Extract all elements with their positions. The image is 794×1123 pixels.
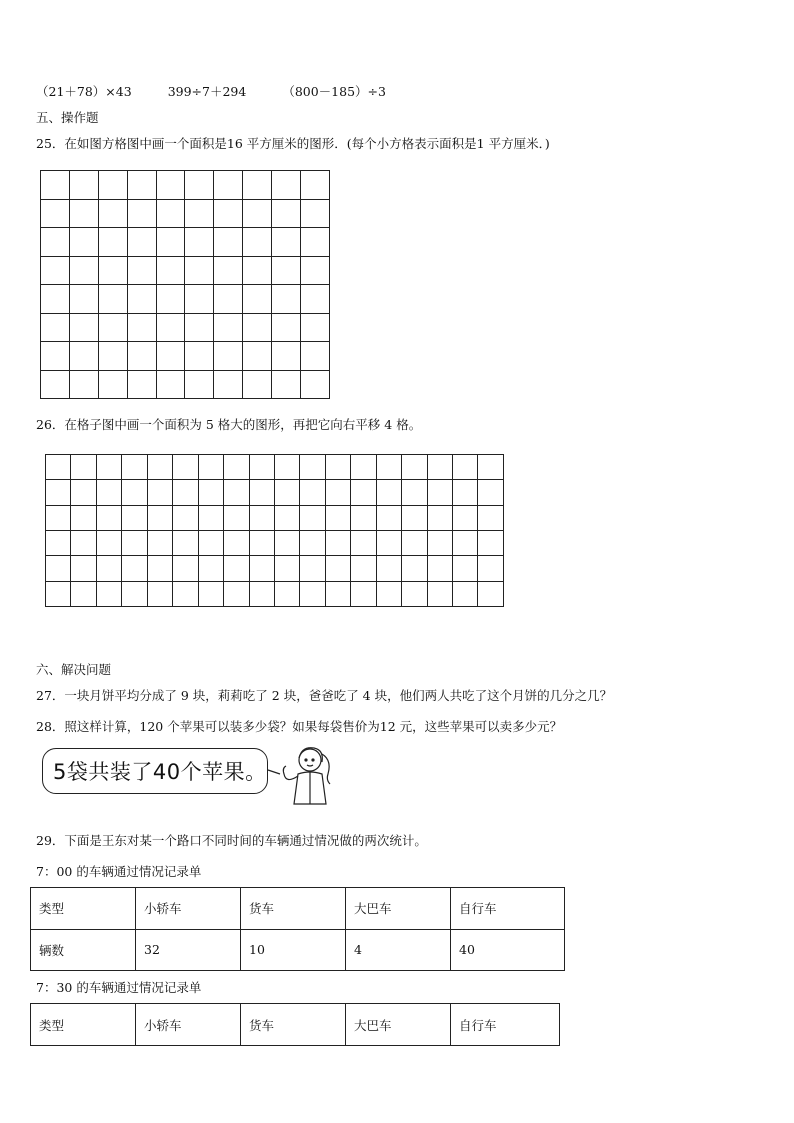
grid-cell[interactable] bbox=[224, 505, 249, 530]
table-cell: 类型 bbox=[31, 888, 136, 930]
grid-cell[interactable] bbox=[156, 285, 185, 314]
grid-row bbox=[46, 455, 504, 480]
grid-cell[interactable] bbox=[376, 530, 401, 555]
table-cell: 32 bbox=[136, 929, 241, 971]
grid-cell[interactable] bbox=[122, 556, 147, 581]
grid-row bbox=[46, 556, 504, 581]
table-cell: 货车 bbox=[241, 1004, 346, 1046]
grid-cell[interactable] bbox=[185, 228, 214, 257]
grid-cell[interactable] bbox=[156, 228, 185, 257]
grid-cell[interactable] bbox=[46, 530, 71, 555]
grid-row bbox=[41, 256, 330, 285]
grid-cell[interactable] bbox=[71, 505, 96, 530]
grid-cell[interactable] bbox=[351, 581, 376, 606]
expression-3: （800－185）÷3 bbox=[282, 84, 386, 99]
table-cell: 10 bbox=[241, 929, 346, 971]
grid-cell[interactable] bbox=[402, 455, 427, 480]
grid-cell[interactable] bbox=[69, 313, 98, 342]
grid-cell[interactable] bbox=[98, 199, 127, 228]
grid-cell[interactable] bbox=[300, 505, 325, 530]
grid-cell[interactable] bbox=[301, 171, 330, 200]
grid-cell[interactable] bbox=[198, 556, 223, 581]
grid-cell[interactable] bbox=[173, 530, 198, 555]
grid-cell[interactable] bbox=[249, 556, 274, 581]
girl-illustration-icon bbox=[262, 744, 342, 806]
grid-cell[interactable] bbox=[41, 285, 70, 314]
grid-cell[interactable] bbox=[325, 556, 350, 581]
grid-cell[interactable] bbox=[127, 342, 156, 371]
grid-cell[interactable] bbox=[301, 370, 330, 399]
table-cell: 小轿车 bbox=[136, 888, 241, 930]
grid-cell[interactable] bbox=[127, 171, 156, 200]
calc-expressions bbox=[36, 84, 418, 100]
grid-cell[interactable] bbox=[272, 171, 301, 200]
grid-cell[interactable] bbox=[478, 455, 504, 480]
grid-cell[interactable] bbox=[376, 581, 401, 606]
grid-cell[interactable] bbox=[173, 455, 198, 480]
grid-cell[interactable] bbox=[98, 256, 127, 285]
grid-cell[interactable] bbox=[185, 313, 214, 342]
section-5-title: 五、操作题 bbox=[36, 110, 99, 125]
grid-cell[interactable] bbox=[249, 581, 274, 606]
grid-cell[interactable] bbox=[214, 370, 243, 399]
grid-cell[interactable] bbox=[147, 556, 172, 581]
grid-cell[interactable] bbox=[122, 455, 147, 480]
grid-cell[interactable] bbox=[147, 480, 172, 505]
grid-cell[interactable] bbox=[41, 313, 70, 342]
grid-cell[interactable] bbox=[127, 285, 156, 314]
table-row bbox=[31, 888, 565, 930]
grid-cell[interactable] bbox=[351, 480, 376, 505]
table2-title: 7：30 的车辆通过情况记录单 bbox=[36, 980, 202, 995]
table-row bbox=[31, 1004, 560, 1046]
grid-cell[interactable] bbox=[325, 581, 350, 606]
grid-cell[interactable] bbox=[402, 480, 427, 505]
grid-cell[interactable] bbox=[478, 505, 504, 530]
grid-cell[interactable] bbox=[69, 370, 98, 399]
grid-cell[interactable] bbox=[147, 505, 172, 530]
grid-cell[interactable] bbox=[122, 505, 147, 530]
table-row bbox=[31, 929, 565, 971]
record-table-0730 bbox=[30, 1003, 560, 1046]
grid-cell[interactable] bbox=[98, 228, 127, 257]
grid-cell[interactable] bbox=[96, 530, 121, 555]
grid-cell[interactable] bbox=[243, 285, 272, 314]
grid-cell[interactable] bbox=[300, 480, 325, 505]
grid-cell[interactable] bbox=[41, 342, 70, 371]
grid-cell[interactable] bbox=[69, 228, 98, 257]
grid-cell[interactable] bbox=[224, 556, 249, 581]
grid-cell[interactable] bbox=[325, 480, 350, 505]
grid-cell[interactable] bbox=[173, 581, 198, 606]
grid-cell[interactable] bbox=[351, 530, 376, 555]
grid-cell[interactable] bbox=[243, 342, 272, 371]
grid-cell[interactable] bbox=[351, 505, 376, 530]
grid-cell[interactable] bbox=[46, 505, 71, 530]
grid-cell[interactable] bbox=[301, 313, 330, 342]
grid-cell[interactable] bbox=[147, 581, 172, 606]
grid-cell[interactable] bbox=[41, 370, 70, 399]
grid-cell[interactable] bbox=[185, 256, 214, 285]
grid-cell[interactable] bbox=[300, 556, 325, 581]
grid-row bbox=[46, 530, 504, 555]
section-6-title: 六、解决问题 bbox=[36, 662, 112, 677]
grid-cell[interactable] bbox=[185, 370, 214, 399]
grid-cell[interactable] bbox=[173, 556, 198, 581]
grid-cell[interactable] bbox=[243, 313, 272, 342]
grid-cell[interactable] bbox=[272, 342, 301, 371]
grid-cell[interactable] bbox=[301, 342, 330, 371]
grid-cell[interactable] bbox=[427, 505, 452, 530]
grid-row bbox=[46, 480, 504, 505]
grid-cell[interactable] bbox=[198, 581, 223, 606]
grid-cell[interactable] bbox=[98, 171, 127, 200]
grid-cell[interactable] bbox=[351, 455, 376, 480]
grid-cell[interactable] bbox=[214, 171, 243, 200]
grid-cell[interactable] bbox=[69, 285, 98, 314]
grid-cell[interactable] bbox=[274, 455, 299, 480]
grid-cell[interactable] bbox=[427, 530, 452, 555]
expression-1: （21＋78）×43 bbox=[36, 84, 132, 99]
grid-cell[interactable] bbox=[301, 285, 330, 314]
question-26: 26．在格子图中画一个面积为 5 格大的图形，再把它向右平移 4 格。 bbox=[36, 417, 422, 432]
grid-cell[interactable] bbox=[478, 480, 504, 505]
grid-cell[interactable] bbox=[402, 505, 427, 530]
grid-cell[interactable] bbox=[127, 370, 156, 399]
grid-cell[interactable] bbox=[71, 455, 96, 480]
grid-cell[interactable] bbox=[185, 285, 214, 314]
grid-row bbox=[41, 199, 330, 228]
grid-cell[interactable] bbox=[198, 505, 223, 530]
grid-cell[interactable] bbox=[272, 199, 301, 228]
table-cell: 大巴车 bbox=[346, 888, 451, 930]
grid-cell[interactable] bbox=[214, 199, 243, 228]
grid-cell[interactable] bbox=[96, 581, 121, 606]
grid-cell[interactable] bbox=[376, 556, 401, 581]
speech-bubble: 5袋共装了40个苹果。 bbox=[42, 748, 268, 794]
square-grid-26[interactable] bbox=[45, 454, 504, 607]
grid-cell[interactable] bbox=[98, 342, 127, 371]
table-cell: 大巴车 bbox=[346, 1004, 451, 1046]
grid-cell[interactable] bbox=[249, 505, 274, 530]
grid-cell[interactable] bbox=[147, 530, 172, 555]
grid-cell[interactable] bbox=[427, 480, 452, 505]
grid-cell[interactable] bbox=[214, 342, 243, 371]
grid-cell[interactable] bbox=[46, 556, 71, 581]
grid-cell[interactable] bbox=[156, 256, 185, 285]
grid-cell[interactable] bbox=[224, 480, 249, 505]
grid-cell[interactable] bbox=[41, 228, 70, 257]
grid-cell[interactable] bbox=[249, 480, 274, 505]
grid-row bbox=[46, 505, 504, 530]
grid-cell[interactable] bbox=[173, 480, 198, 505]
question-28: 28．照这样计算，120 个苹果可以装多少袋？如果每袋售价为12 元，这些苹果可以卖多少元？ bbox=[36, 719, 563, 734]
table-cell: 4 bbox=[346, 929, 451, 971]
grid-cell[interactable] bbox=[96, 455, 121, 480]
expression-2: 399÷7＋294 bbox=[167, 84, 247, 99]
grid-cell[interactable] bbox=[325, 530, 350, 555]
grid-cell[interactable] bbox=[224, 530, 249, 555]
grid-cell[interactable] bbox=[127, 256, 156, 285]
grid-cell[interactable] bbox=[301, 256, 330, 285]
grid-cell[interactable] bbox=[376, 505, 401, 530]
grid-cell[interactable] bbox=[272, 256, 301, 285]
grid-cell[interactable] bbox=[69, 256, 98, 285]
grid-cell[interactable] bbox=[274, 530, 299, 555]
grid-cell[interactable] bbox=[156, 199, 185, 228]
grid-cell[interactable] bbox=[300, 581, 325, 606]
grid-cell[interactable] bbox=[71, 480, 96, 505]
grid-row bbox=[41, 171, 330, 200]
grid-cell[interactable] bbox=[224, 455, 249, 480]
grid-cell[interactable] bbox=[198, 530, 223, 555]
grid-cell[interactable] bbox=[96, 505, 121, 530]
grid-cell[interactable] bbox=[272, 285, 301, 314]
grid-cell[interactable] bbox=[69, 342, 98, 371]
grid-cell[interactable] bbox=[214, 285, 243, 314]
table-cell: 类型 bbox=[31, 1004, 136, 1046]
grid-cell[interactable] bbox=[69, 199, 98, 228]
grid-cell[interactable] bbox=[325, 505, 350, 530]
grid-cell[interactable] bbox=[224, 581, 249, 606]
record-table-0700 bbox=[30, 887, 565, 971]
grid-cell[interactable] bbox=[214, 228, 243, 257]
question-25: 25．在如图方格图中画一个面积是16 平方厘米的图形．(每个小方格表示面积是1 平方厘米．) bbox=[36, 136, 550, 151]
grid-cell[interactable] bbox=[71, 530, 96, 555]
grid-cell[interactable] bbox=[96, 556, 121, 581]
grid-cell[interactable] bbox=[376, 480, 401, 505]
grid-cell[interactable] bbox=[427, 455, 452, 480]
grid-cell[interactable] bbox=[300, 455, 325, 480]
grid-cell[interactable] bbox=[453, 556, 478, 581]
grid-cell[interactable] bbox=[69, 171, 98, 200]
grid-cell[interactable] bbox=[156, 342, 185, 371]
grid-cell[interactable] bbox=[46, 480, 71, 505]
grid-cell[interactable] bbox=[214, 313, 243, 342]
grid-cell[interactable] bbox=[46, 581, 71, 606]
grid-row bbox=[41, 313, 330, 342]
grid-cell[interactable] bbox=[453, 505, 478, 530]
grid-cell[interactable] bbox=[351, 556, 376, 581]
grid-cell[interactable] bbox=[46, 455, 71, 480]
question-29: 29．下面是王东对某一个路口不同时间的车辆通过情况做的两次统计。 bbox=[36, 833, 427, 848]
grid-cell[interactable] bbox=[402, 530, 427, 555]
grid-cell[interactable] bbox=[41, 199, 70, 228]
grid-cell[interactable] bbox=[127, 199, 156, 228]
grid-cell[interactable] bbox=[147, 455, 172, 480]
square-grid-25[interactable] bbox=[40, 170, 330, 399]
grid-cell[interactable] bbox=[122, 480, 147, 505]
grid-cell[interactable] bbox=[185, 199, 214, 228]
grid-cell[interactable] bbox=[325, 455, 350, 480]
grid-cell[interactable] bbox=[453, 480, 478, 505]
table-cell: 自行车 bbox=[451, 888, 565, 930]
table-cell: 小轿车 bbox=[136, 1004, 241, 1046]
grid-cell[interactable] bbox=[274, 556, 299, 581]
grid-cell[interactable] bbox=[41, 171, 70, 200]
grid-cell[interactable] bbox=[198, 455, 223, 480]
grid-cell[interactable] bbox=[376, 455, 401, 480]
grid-row bbox=[41, 285, 330, 314]
grid-cell[interactable] bbox=[214, 256, 243, 285]
grid-cell[interactable] bbox=[98, 313, 127, 342]
grid-cell[interactable] bbox=[301, 228, 330, 257]
grid-cell[interactable] bbox=[96, 480, 121, 505]
grid-row bbox=[41, 342, 330, 371]
grid-cell[interactable] bbox=[127, 313, 156, 342]
grid-cell[interactable] bbox=[478, 530, 504, 555]
grid-cell[interactable] bbox=[71, 556, 96, 581]
grid-cell[interactable] bbox=[402, 581, 427, 606]
grid-cell[interactable] bbox=[156, 370, 185, 399]
grid-cell[interactable] bbox=[478, 556, 504, 581]
grid-row bbox=[41, 370, 330, 399]
grid-cell[interactable] bbox=[198, 480, 223, 505]
grid-row bbox=[46, 581, 504, 606]
grid-cell[interactable] bbox=[243, 370, 272, 399]
grid-cell[interactable] bbox=[122, 530, 147, 555]
grid-cell[interactable] bbox=[272, 370, 301, 399]
grid-cell[interactable] bbox=[427, 581, 452, 606]
grid-cell[interactable] bbox=[243, 228, 272, 257]
grid-cell[interactable] bbox=[185, 342, 214, 371]
table-cell: 40 bbox=[451, 929, 565, 971]
grid-cell[interactable] bbox=[243, 199, 272, 228]
grid-cell[interactable] bbox=[274, 480, 299, 505]
grid-cell[interactable] bbox=[185, 171, 214, 200]
grid-cell[interactable] bbox=[453, 581, 478, 606]
table-cell: 货车 bbox=[241, 888, 346, 930]
grid-cell[interactable] bbox=[249, 530, 274, 555]
grid-cell[interactable] bbox=[249, 455, 274, 480]
grid-cell[interactable] bbox=[156, 171, 185, 200]
grid-cell[interactable] bbox=[122, 581, 147, 606]
grid-cell[interactable] bbox=[301, 199, 330, 228]
grid-cell[interactable] bbox=[98, 370, 127, 399]
grid-cell[interactable] bbox=[272, 228, 301, 257]
grid-cell[interactable] bbox=[272, 313, 301, 342]
grid-cell[interactable] bbox=[156, 313, 185, 342]
grid-cell[interactable] bbox=[402, 556, 427, 581]
grid-cell[interactable] bbox=[243, 256, 272, 285]
grid-row bbox=[41, 228, 330, 257]
grid-cell[interactable] bbox=[478, 581, 504, 606]
grid-cell[interactable] bbox=[71, 581, 96, 606]
table-cell: 辆数 bbox=[31, 929, 136, 971]
grid-cell[interactable] bbox=[127, 228, 156, 257]
grid-cell[interactable] bbox=[427, 556, 452, 581]
table-cell: 自行车 bbox=[451, 1004, 560, 1046]
grid-cell[interactable] bbox=[274, 581, 299, 606]
grid-cell[interactable] bbox=[453, 530, 478, 555]
table1-title: 7：00 的车辆通过情况记录单 bbox=[36, 864, 202, 879]
grid-cell[interactable] bbox=[300, 530, 325, 555]
grid-cell[interactable] bbox=[98, 285, 127, 314]
grid-cell[interactable] bbox=[274, 505, 299, 530]
grid-cell[interactable] bbox=[173, 505, 198, 530]
question-27: 27．一块月饼平均分成了 9 块，莉莉吃了 2 块，爸爸吃了 4 块，他们两人共吃了这个月饼的几分之几？ bbox=[36, 688, 613, 703]
grid-cell[interactable] bbox=[41, 256, 70, 285]
speech-illustration bbox=[42, 744, 342, 806]
grid-cell[interactable] bbox=[453, 455, 478, 480]
grid-cell[interactable] bbox=[243, 171, 272, 200]
